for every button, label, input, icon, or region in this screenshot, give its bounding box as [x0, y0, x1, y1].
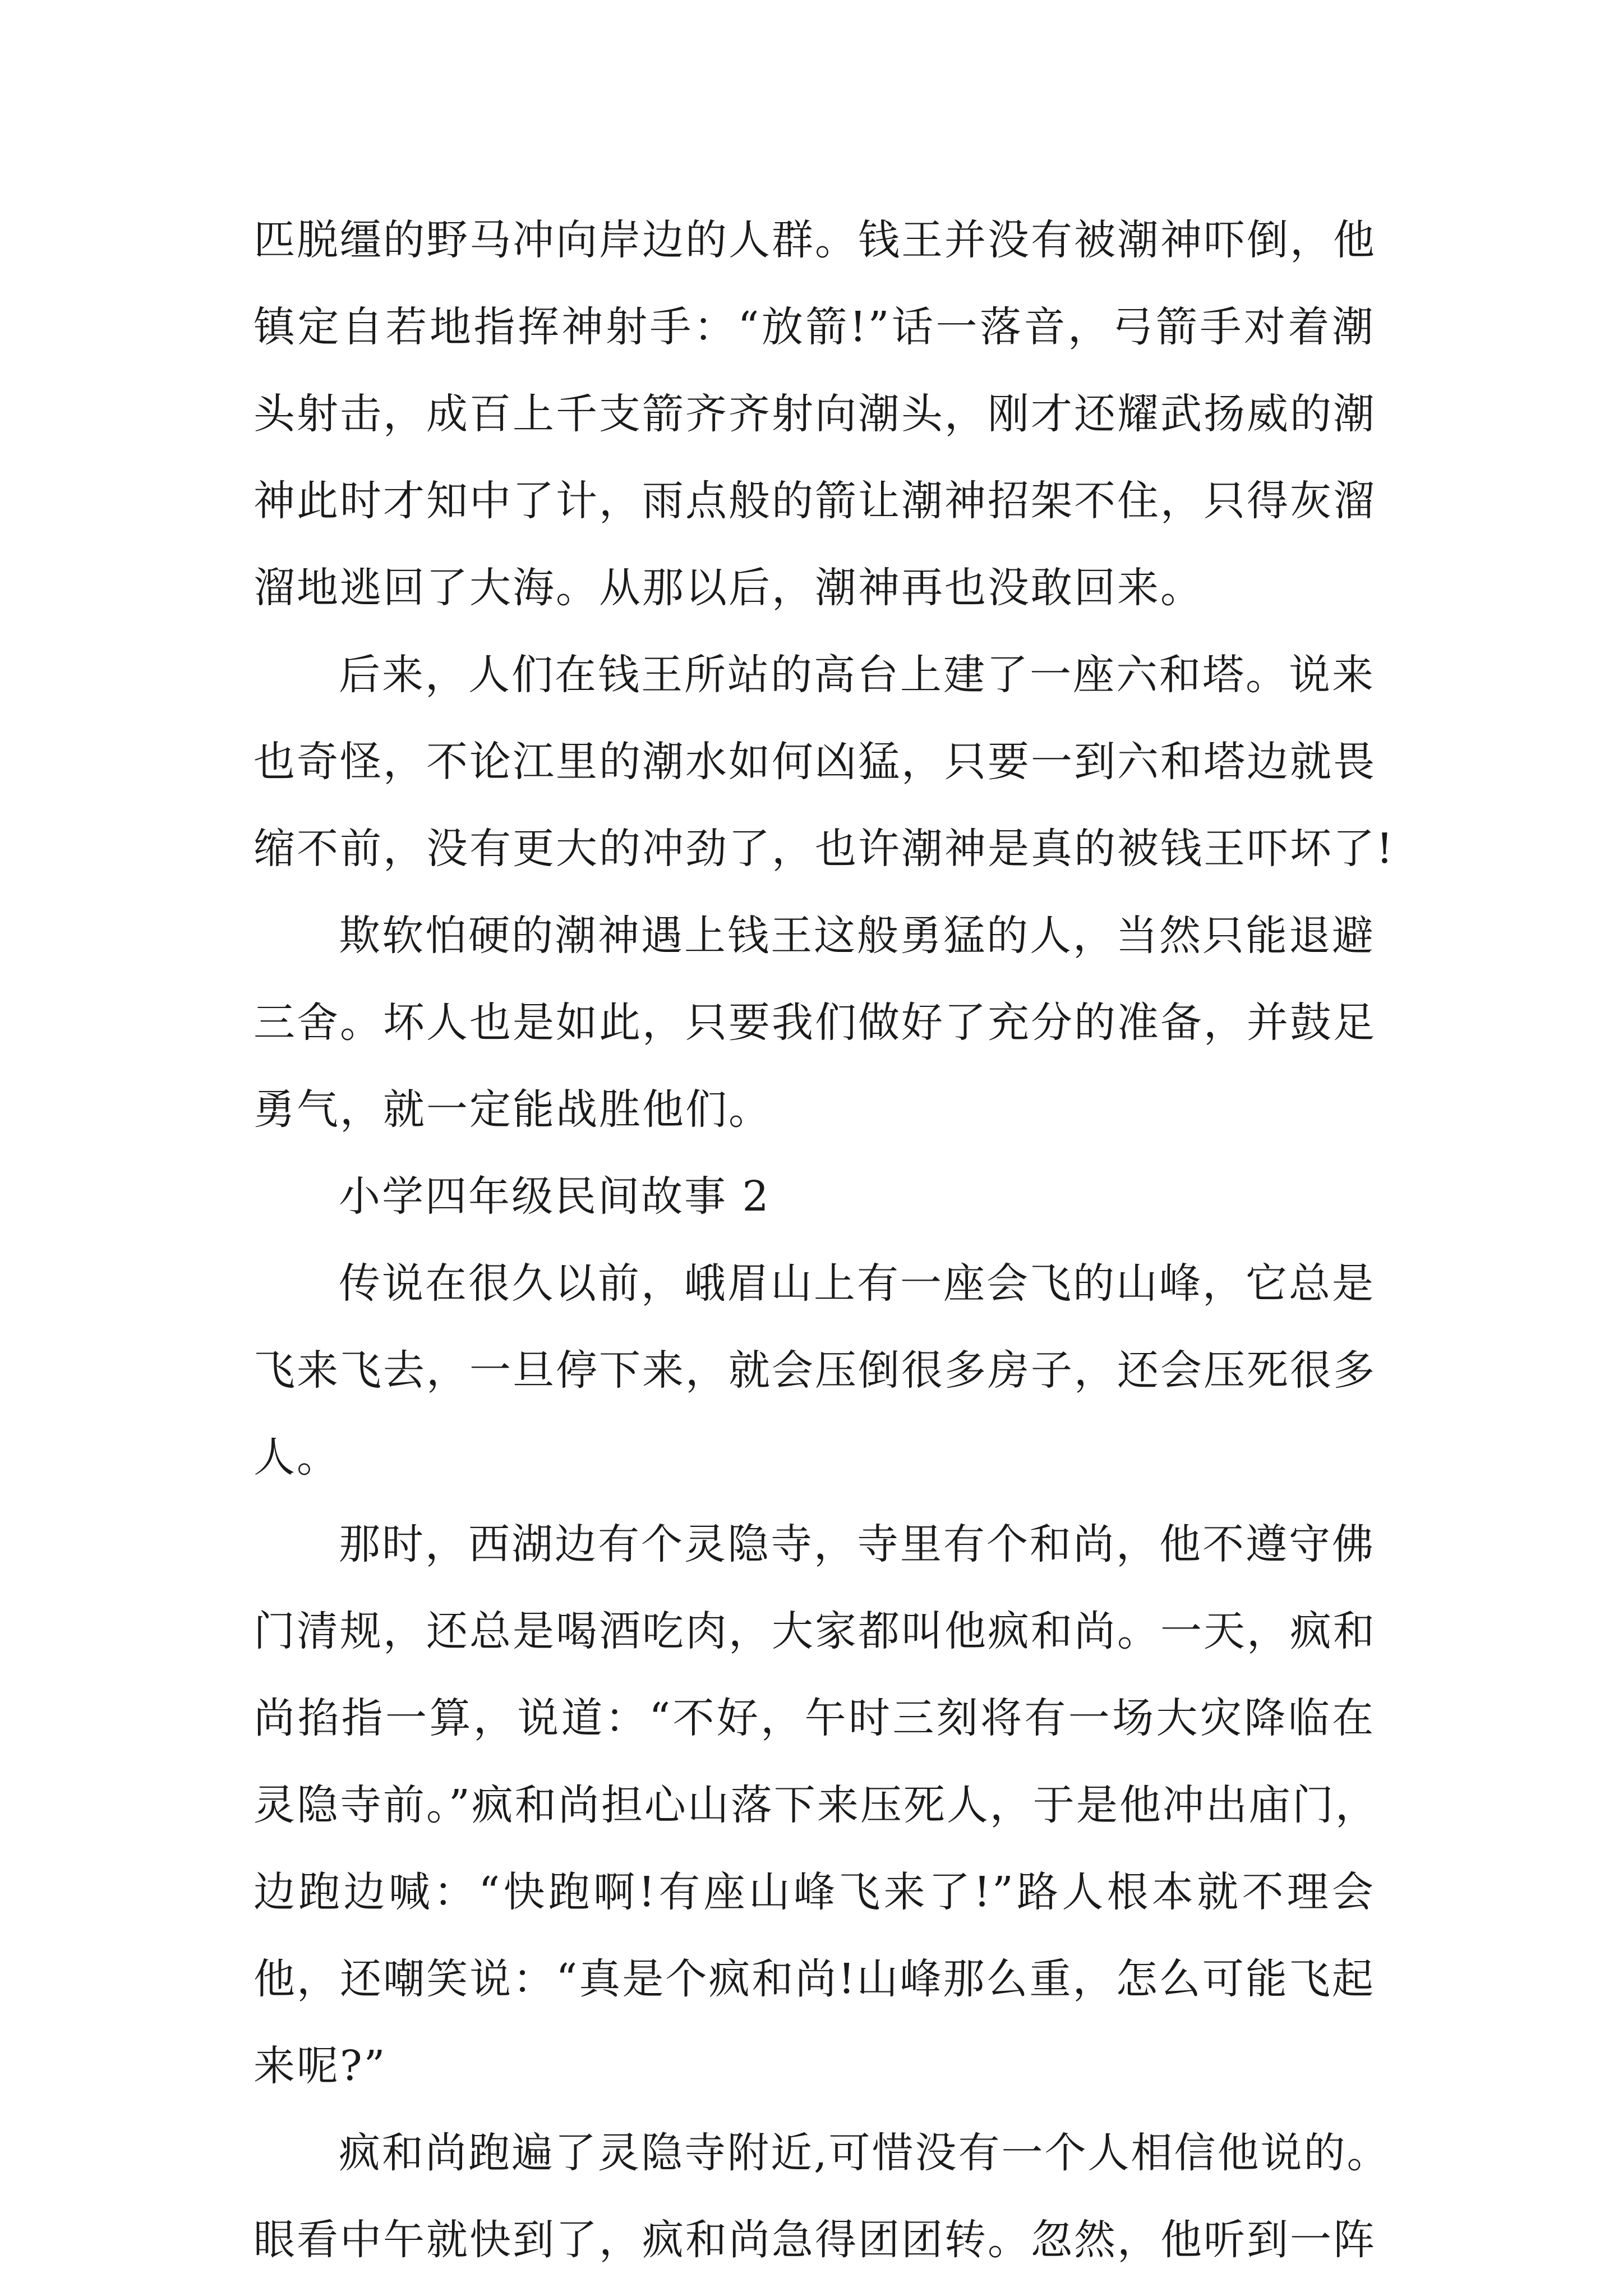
text-line: 尚掐指一算，说道：“不好，午时三刻将有一场大灾降临在	[253, 1694, 1375, 1742]
text-line: 匹脱缰的野马冲向岸边的人群。钱王并没有被潮神吓倒，他	[253, 216, 1376, 264]
text-line: 飞来飞去，一旦停下来，就会压倒很多房子，还会压死很多	[253, 1346, 1376, 1395]
paragraph-start-line: 传说在很久以前，峨眉山上有一座会飞的山峰，它总是	[339, 1259, 1375, 1308]
paragraph-start-line: 疯和尚跑遍了灵隐寺附近,可惜没有一个人相信他说的。	[339, 2129, 1390, 2177]
text-line: 门清规，还总是喝酒吃肉，大家都叫他疯和尚。一天，疯和	[253, 1607, 1376, 1655]
paragraph-start-line: 欺软怕硬的潮神遇上钱王这般勇猛的人，当然只能退避	[339, 912, 1375, 960]
section-heading: 小学四年级民间故事 2	[339, 1172, 771, 1221]
text-line: 眼看中午就快到了，疯和尚急得团团转。忽然，他听到一阵	[253, 2216, 1376, 2264]
text-line: 他，还嘲笑说：“真是个疯和尚!山峰那么重，怎么可能飞起	[253, 1955, 1375, 2003]
text-line: 三舍。坏人也是如此，只要我们做好了充分的准备，并鼓足	[253, 999, 1376, 1047]
text-line: 人。	[253, 1433, 340, 1481]
text-line: 勇气，就一定能战胜他们。	[253, 1085, 772, 1134]
text-line: 灵隐寺前。”疯和尚担心山落下来压死人，于是他冲出庙门，	[253, 1781, 1378, 1829]
text-line: 镇定自若地指挥神射手：“放箭!”话一落音，弓箭手对着潮	[253, 303, 1375, 351]
text-line: 缩不前，没有更大的冲劲了，也许潮神是真的被钱王吓坏了!	[253, 825, 1395, 873]
text-line: 神此时才知中了计，雨点般的箭让潮神招架不住，只得灰溜	[253, 477, 1376, 525]
text-line: 边跑边喊：“快跑啊!有座山峰飞来了!”路人根本就不理会	[253, 1868, 1375, 1916]
text-line: 也奇怪，不论江里的潮水如何凶猛，只要一到六和塔边就畏	[253, 738, 1376, 786]
text-line: 溜地逃回了大海。从那以后，潮神再也没敢回来。	[253, 564, 1204, 612]
paragraph-start-line: 后来，人们在钱王所站的高台上建了一座六和塔。说来	[339, 651, 1375, 699]
text-line: 头射击，成百上千支箭齐齐射向潮头，刚才还耀武扬威的潮	[253, 390, 1376, 438]
paragraph-start-line: 那时，西湖边有个灵隐寺，寺里有个和尚，他不遵守佛	[339, 1520, 1375, 1568]
text-line: 来呢?”	[253, 2042, 387, 2090]
